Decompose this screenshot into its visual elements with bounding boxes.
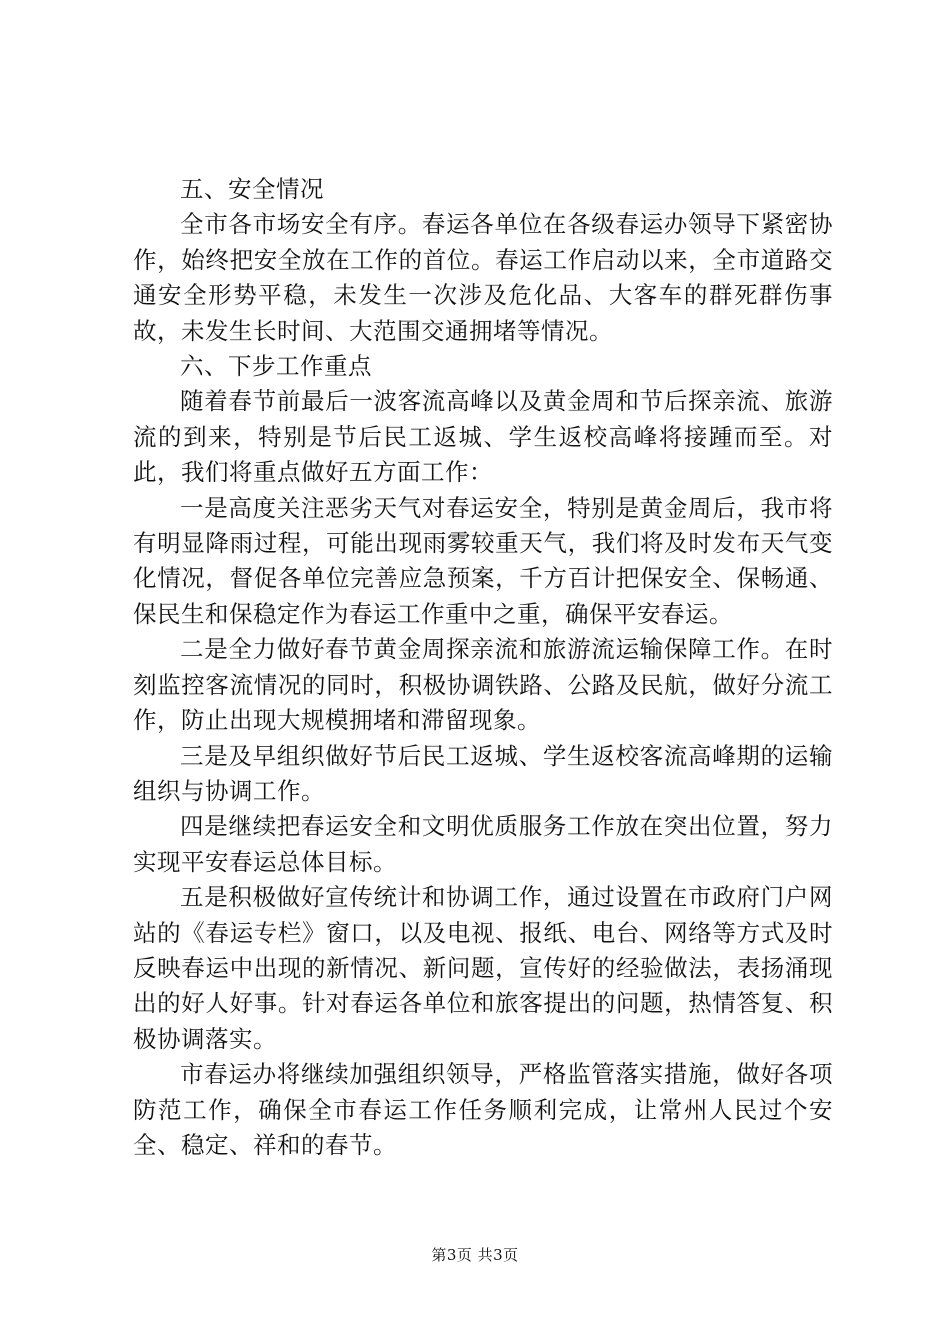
section-heading-safety: 五、安全情况 [180,175,324,203]
paragraph-next-steps-intro: 随着春节前最后一波客流高峰以及黄金周和节后探亲流、旅游流的到来，特别是节后民工返城、学生返校高峰将接踵而至。对此，我们将重点做好五方面工作： [133,387,833,487]
page-number-footer: 第3页 共3页 [431,1246,519,1264]
paragraph-item-five: 五是积极做好宣传统计和协调工作，通过设置在市政府门户网站的《春运专栏》窗口，以及电视、报纸、电台、网络等方式及时反映春运中出现的新情况、新问题，宣传好的经验做法，表扬涌现出的好人好事。针对春运各单位和旅客提出的问题，热情答复、积极协调落实。 [133,883,833,1053]
document-body [133,172,833,1163]
paragraph-safety-status: 全市各市场安全有序。春运各单位在各级春运办领导下紧密协作，始终把安全放在工作的首位。春运工作启动以来，全市道路交通安全形势平稳，未发生一次涉及危化品、大客车的群死群伤事故，未发生长时间、大范围交通拥堵等情况。 [133,210,833,345]
paragraph-item-two: 二是全力做好春节黄金周探亲流和旅游流运输保障工作。在时刻监控客流情况的同时，积极协调铁路、公路及民航，做好分流工作，防止出现大规模拥堵和滞留现象。 [133,635,833,735]
paragraph-item-four: 四是继续把春运安全和文明优质服务工作放在突出位置，努力实现平安春运总体目标。 [133,812,833,876]
paragraph-conclusion: 市春运办将继续加强组织领导，严格监管落实措施，做好各项防范工作，确保全市春运工作任务顺利完成，让常州人民过个安全、稳定、祥和的春节。 [133,1060,833,1159]
paragraph-item-one: 一是高度关注恶劣天气对春运安全，特别是黄金周后，我市将有明显降雨过程，可能出现雨雾较重天气，我们将及时发布天气变化情况，督促各单位完善应急预案，千方百计把保安全、保畅通、保民生和保稳定作为春运工作重中之重，确保平安春运。 [133,493,833,628]
paragraph-item-three: 三是及早组织做好节后民工返城、学生返校客流高峰期的运输组织与协调工作。 [133,741,833,805]
section-heading-next-steps: 六、下步工作重点 [180,352,372,381]
